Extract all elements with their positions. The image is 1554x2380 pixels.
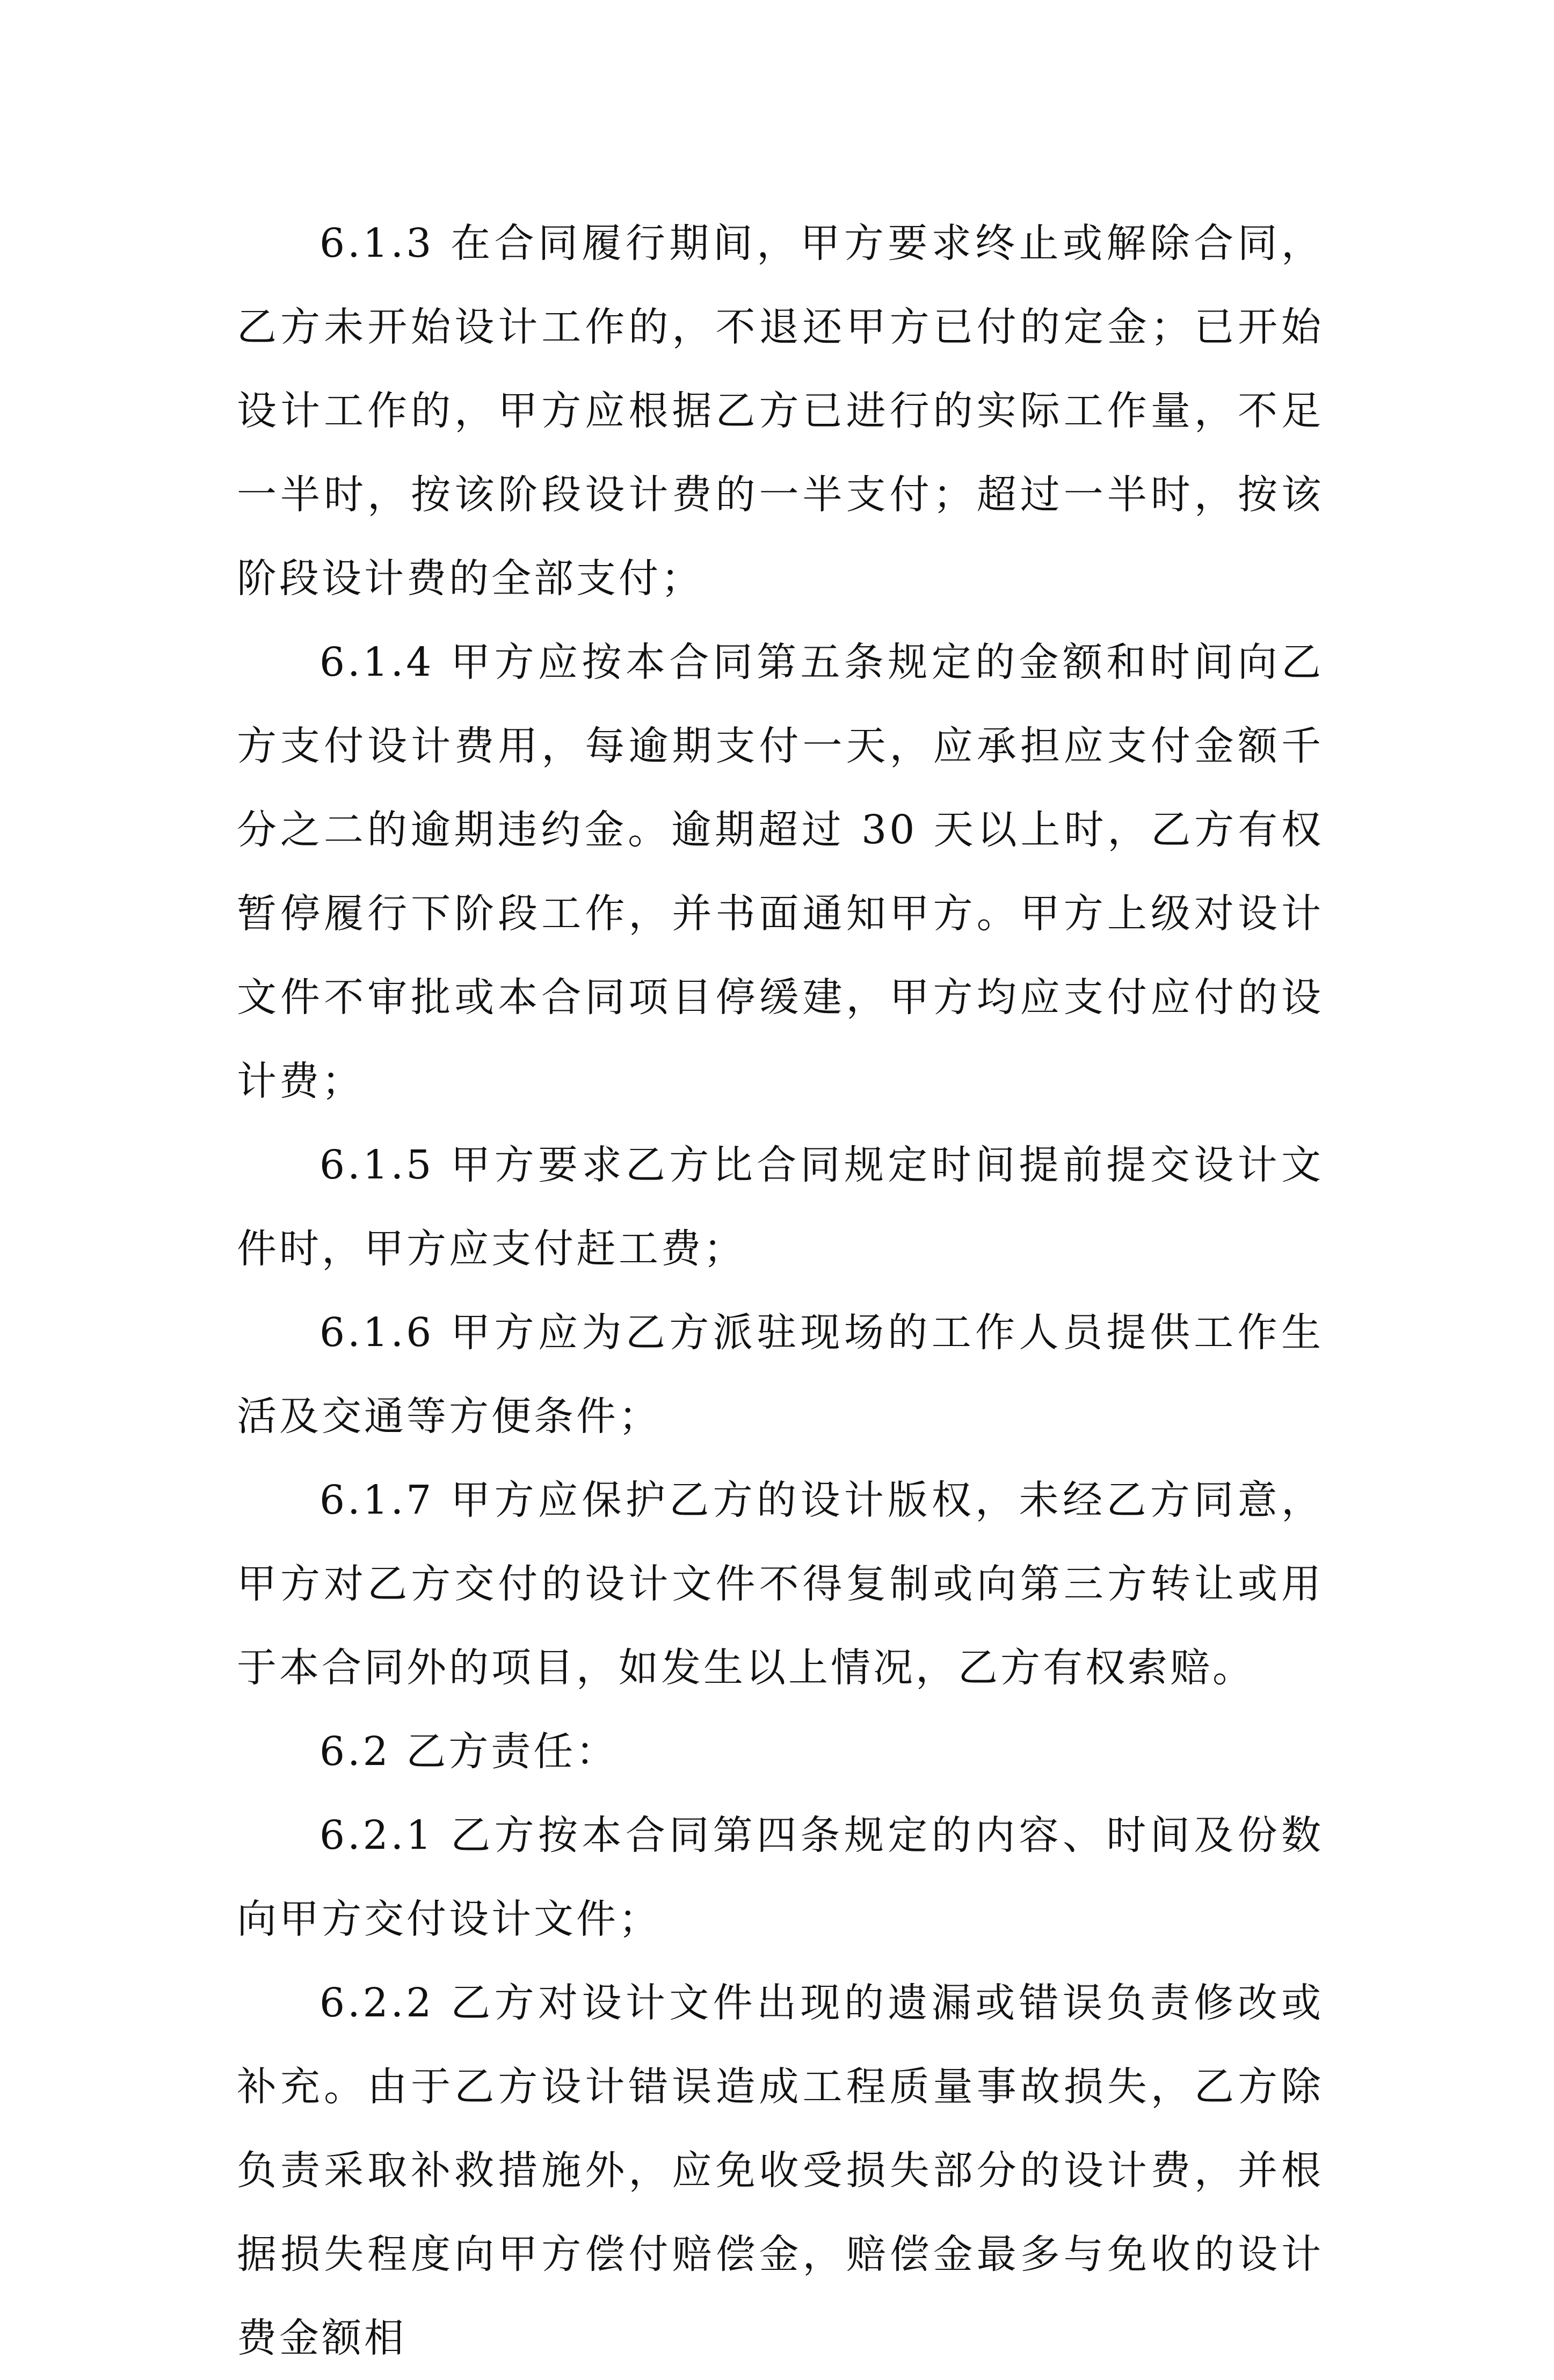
clause-6-1-3: 6.1.3 在合同履行期间，甲方要求终止或解除合同，乙方未开始设计工作的，不退还甲方已付的定金；已开始设计工作的，甲方应根据乙方已进行的实际工作量，不足一半时，按该阶段设计费的一半支付；超过一半时，按该阶段设计费的全部支付； [237,220,1324,602]
document-body [237,201,1324,2380]
clause-6-2-2: 6.2.2 乙方对设计文件出现的遗漏或错误负责修改或补充。由于乙方设计错误造成工程质量事故损失，乙方除负责采取补救措施外，应免收受损失部分的设计费，并根据损失程度向甲方偿付赔偿金，赔偿金最多与免收的设计费金额相 [237,1980,1324,2361]
clause-6-1-7: 6.1.7 甲方应保护乙方的设计版权，未经乙方同意，甲方对乙方交付的设计文件不得复制或向第三方转让或用于本合同外的项目，如发生以上情况，乙方有权索赔。 [237,1477,1324,1691]
clause-6-1-4: 6.1.4 甲方应按本合同第五条规定的金额和时间向乙方支付设计费用，每逾期支付一天，应承担应支付金额千分之二的逾期违约金。逾期超过 30 天以上时，乙方有权暂停履行下阶段工作，并书面通知甲方。甲方上级对设计文件不审批或本合同项目停缓建，甲方均应支付应付的设计费； [237,639,1324,1104]
clause-6-1-6: 6.1.6 甲方应为乙方派驻现场的工作人员提供工作生活及交通等方便条件； [237,1310,1324,1439]
section-6-2-heading: 6.2 乙方责任： [319,1728,619,1775]
clause-6-2-1: 6.2.1 乙方按本合同第四条规定的内容、时间及份数向甲方交付设计文件； [237,1812,1324,1942]
clause-6-1-5: 6.1.5 甲方要求乙方比合同规定时间提前提交设计文件时，甲方应支付赶工费； [237,1142,1324,1272]
